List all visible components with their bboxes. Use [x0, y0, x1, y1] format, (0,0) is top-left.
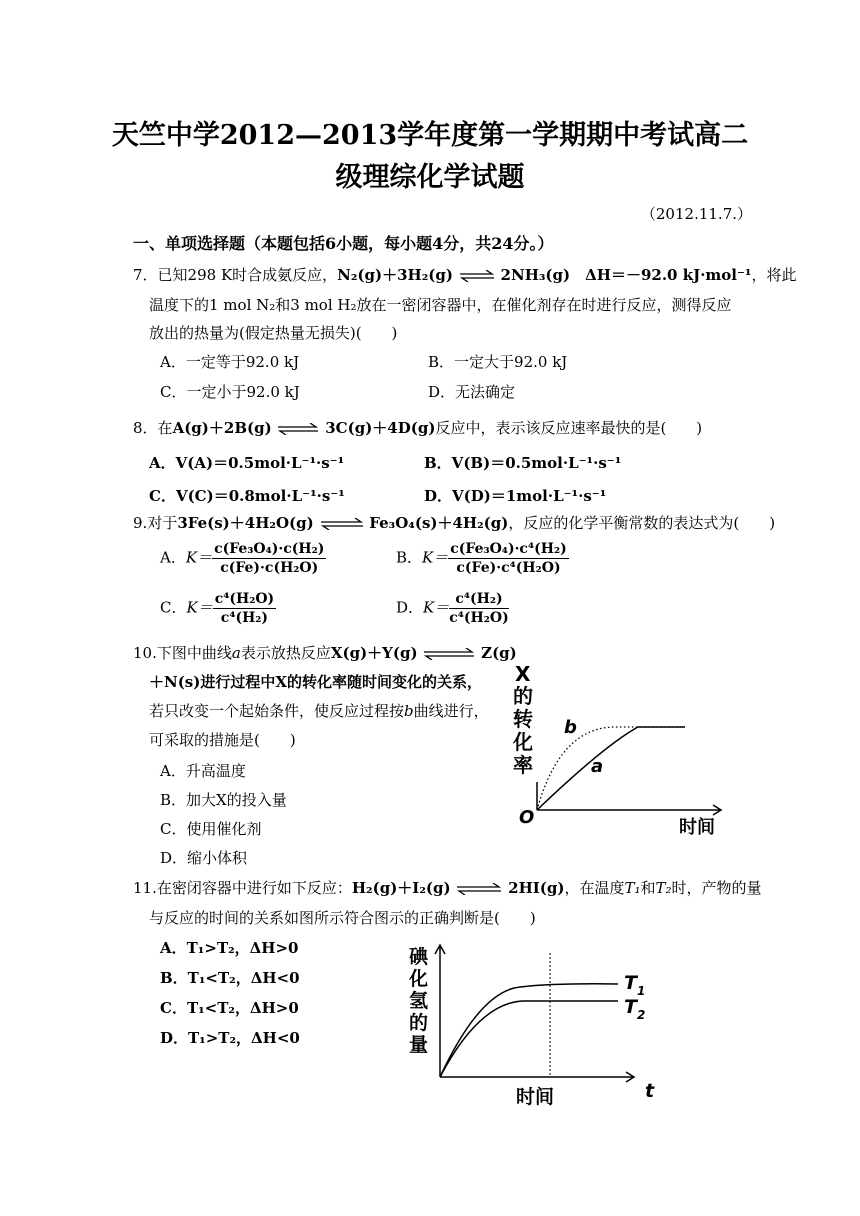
question-text: 下图中曲线 — [156, 644, 232, 662]
option-c — [160, 591, 276, 626]
graph-y-label — [408, 945, 429, 1056]
option-b — [396, 541, 569, 576]
option-a: A．V(A)＝0.5mol·L⁻¹·s⁻¹ — [149, 454, 345, 472]
option-label: D． — [396, 598, 424, 617]
equilibrium-arrow-icon — [455, 883, 503, 895]
question-text: 已知298 K时合成氨反应， — [157, 266, 338, 284]
question-text: ，将此 — [751, 266, 797, 284]
question-text: ，反应的化学平衡常数的表达式为( ) — [508, 514, 776, 532]
equation-left: 3Fe(s)＋4H₂O(g) — [177, 514, 314, 532]
equilibrium-arrow-icon — [319, 518, 365, 530]
question-number: 8． — [133, 419, 158, 437]
y-label-char: X — [515, 662, 531, 686]
question-text: ＋N(s)进行过程中X的转化率随时间变化的关系， — [149, 673, 482, 691]
question-10-line2 — [149, 671, 482, 692]
option-c: C．一定小于92.0 kJ — [160, 383, 300, 401]
question-text: 对于 — [147, 514, 178, 532]
curve-a-ref: a — [231, 644, 241, 662]
fraction — [448, 541, 568, 576]
k-symbol: K＝ — [186, 598, 213, 617]
x-axis-label: 时间 — [516, 1086, 555, 1108]
option-d: D．缩小体积 — [160, 849, 248, 867]
curve-a — [537, 727, 685, 810]
curve-a-label: a — [591, 756, 604, 777]
equilibrium-arrow-icon — [422, 648, 476, 660]
hydrogen-iodide-graph — [405, 935, 660, 1110]
option-a: A．一定等于92.0 kJ — [160, 353, 300, 371]
question-10-line1 — [133, 642, 517, 663]
exam-date: （2012.11.7.） — [640, 205, 752, 223]
x-axis-label: 时间 — [679, 817, 715, 838]
k-symbol: K＝ — [185, 548, 213, 567]
y-label-char: 氢 — [409, 990, 429, 1012]
question-text: 在密闭容器中进行如下反应： — [156, 879, 352, 897]
option-d — [396, 591, 509, 626]
question-text: 和 — [640, 879, 656, 897]
option-b: B．T₁<T₂，ΔH<0 — [160, 969, 300, 987]
curve-t2 — [440, 1001, 618, 1077]
t-axis-label: t — [645, 1080, 655, 1102]
question-text: ，在温度 — [564, 879, 625, 897]
option-label: B． — [396, 548, 423, 567]
equation-left: A(g)＋2B(g) — [172, 419, 272, 437]
section-heading: 一、单项选择题（本题包括6小题，每小题4分，共24分。） — [133, 234, 554, 253]
equation-right: Fe₃O₄(s)＋4H₂(g) — [369, 514, 509, 532]
enthalpy: ΔH＝－92.0 kJ·mol⁻¹ — [585, 266, 752, 284]
equation-left: X(g)＋Y(g) — [330, 644, 418, 662]
equation-left: H₂(g)＋I₂(g) — [351, 879, 451, 897]
question-number: 9. — [133, 514, 148, 532]
conversion-rate-graph — [505, 655, 730, 845]
question-number: 10. — [133, 644, 157, 662]
denominator: c⁴(H₂) — [220, 610, 269, 626]
option-label: A． — [160, 548, 186, 567]
curve-t2-label: $T_2$ — [624, 996, 646, 1022]
option-a: A．升高温度 — [160, 762, 246, 780]
question-7-line3: 放出的热量为(假定热量无损失)( ) — [149, 324, 398, 342]
origin-label: O — [519, 807, 535, 828]
t2-symbol: T₂ — [655, 879, 672, 897]
option-c: C．T₁<T₂，ΔH>0 — [160, 999, 299, 1017]
denominator: c(Fe)·c(H₂O) — [220, 560, 319, 576]
graph-y-label — [512, 662, 533, 777]
curve-t1 — [440, 984, 618, 1077]
curve-b-label: b — [564, 717, 577, 738]
fraction — [449, 591, 508, 626]
denominator: c(Fe)·c⁴(H₂O) — [456, 560, 561, 576]
question-text: 反应中，表示该反应速率最快的是( ) — [435, 419, 703, 437]
fraction — [213, 591, 276, 626]
equilibrium-arrow-icon — [276, 423, 320, 435]
option-a — [160, 541, 326, 576]
fraction — [212, 541, 326, 576]
question-number: 11. — [133, 879, 157, 897]
curve-b — [537, 727, 685, 810]
k-symbol: K＝ — [422, 548, 449, 567]
question-10-line3 — [149, 700, 489, 721]
y-label-char: 化 — [409, 968, 429, 990]
numerator: c(Fe₃O₄)·c(H₂) — [214, 541, 325, 557]
equation-left: N₂(g)＋3H₂(g) — [337, 266, 453, 284]
question-11-line1 — [133, 877, 762, 898]
equation-right: 2HI(g) — [508, 879, 565, 897]
denominator: c⁴(H₂O) — [449, 610, 509, 626]
numerator: c⁴(H₂O) — [214, 591, 275, 607]
y-label-char: 量 — [409, 1034, 429, 1056]
question-text: 曲线进行， — [413, 702, 489, 720]
option-b: B．一定大于92.0 kJ — [428, 353, 568, 371]
page-title-line2: 级理综化学试题 — [335, 162, 525, 193]
y-label-char: 的 — [513, 684, 533, 708]
y-label-char: 碘 — [409, 946, 429, 968]
question-10-line4: 可采取的措施是( ) — [149, 731, 296, 749]
y-label-char: 转 — [513, 707, 533, 731]
option-label: C． — [160, 598, 187, 617]
equilibrium-arrow-icon — [458, 270, 496, 282]
question-text: 表示放热反应 — [240, 644, 331, 662]
question-9-line1 — [133, 512, 775, 533]
curve-b-ref: b — [404, 702, 414, 720]
equation-right: 2NH₃(g) — [500, 266, 571, 284]
k-symbol: K＝ — [423, 598, 450, 617]
option-c: C．V(C)＝0.8mol·L⁻¹·s⁻¹ — [149, 487, 345, 505]
y-label-char: 化 — [513, 730, 533, 754]
curve-t1-label: $T_1$ — [624, 972, 646, 998]
question-7-line2: 温度下的1 mol N₂和3 mol H₂放在一密闭容器中，在催化剂存在时进行反应，测得反应 — [149, 296, 732, 314]
question-text: 若只改变一个起始条件，使反应过程按 — [149, 702, 405, 720]
question-11-line2: 与反应的时间的关系如图所示符合图示的正确判断是( ) — [149, 909, 536, 927]
numerator: c⁴(H₂) — [449, 591, 508, 609]
option-d: D．T₁>T₂，ΔH<0 — [160, 1029, 300, 1047]
question-text: 时，产物的量 — [671, 879, 762, 897]
option-b: B．加大X的投入量 — [160, 791, 287, 809]
equation-right: 3C(g)＋4D(g) — [325, 419, 436, 437]
option-a: A．T₁>T₂，ΔH>0 — [160, 939, 299, 957]
question-7-line1 — [133, 264, 797, 285]
y-label-char: 的 — [409, 1012, 429, 1034]
question-number: 7． — [133, 266, 158, 284]
option-b: B．V(B)＝0.5mol·L⁻¹·s⁻¹ — [424, 454, 622, 472]
equation-right: Z(g) — [481, 644, 517, 662]
option-d: D．无法确定 — [428, 383, 516, 401]
page-title-line1: 天竺中学2012—2013学年度第一学期期中考试高二 — [111, 120, 749, 151]
question-text: 在 — [157, 419, 173, 437]
numerator: c(Fe₃O₄)·c⁴(H₂) — [450, 541, 567, 557]
y-label-char: 率 — [513, 753, 533, 777]
question-8-line1 — [133, 417, 702, 438]
t1-symbol: T₁ — [624, 879, 641, 897]
option-d: D．V(D)＝1mol·L⁻¹·s⁻¹ — [424, 487, 607, 505]
option-c: C．使用催化剂 — [160, 820, 262, 838]
